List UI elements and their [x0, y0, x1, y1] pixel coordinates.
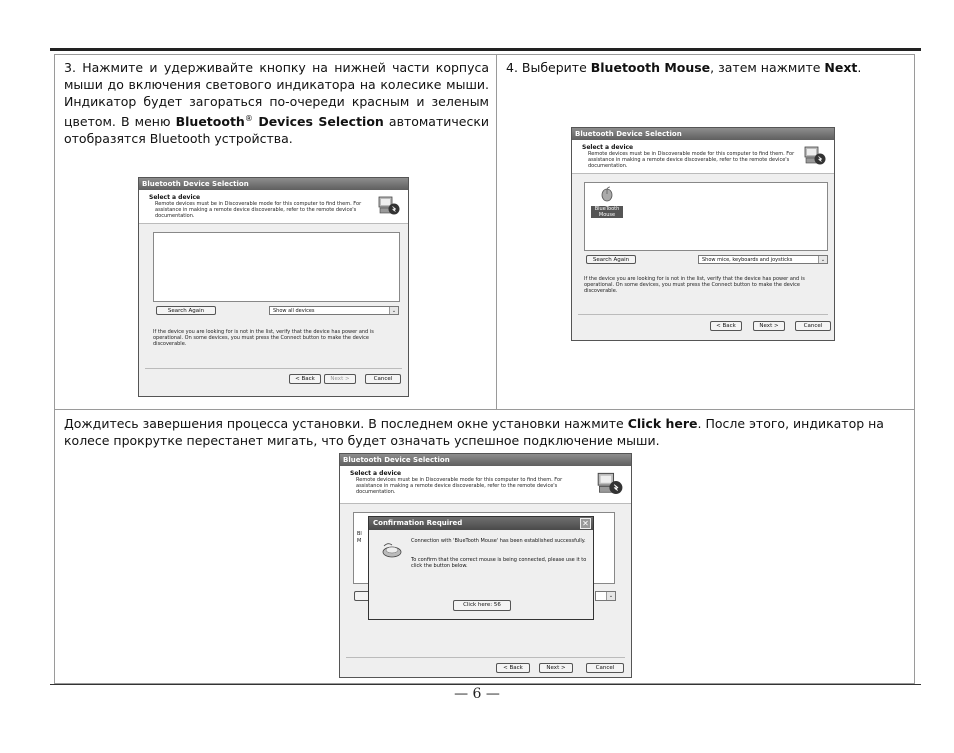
header-title: Select a device	[582, 144, 634, 151]
top-rule	[50, 48, 921, 51]
finish-text-part: Дождитесь завершения процесса установки. В последнем окне установки нажмите	[64, 416, 628, 431]
dialog-title: Bluetooth Device Selection	[340, 454, 631, 466]
device-filter-value: Show all devices	[273, 308, 315, 314]
close-icon[interactable]: ✕	[580, 518, 591, 529]
device-list[interactable]	[584, 182, 828, 251]
step-3-text	[64, 59, 489, 147]
finish-text-end: . После этого, индикатор на колесе прокрутке перестанет мигать, что будет означать успешное подключение мыши.	[64, 416, 884, 448]
page-number: — 6 —	[454, 686, 500, 702]
registered-mark: ®	[244, 114, 253, 123]
confirmation-dialog	[368, 516, 594, 620]
search-again-button[interactable]: Search Again	[156, 306, 216, 315]
footer-divider	[578, 314, 828, 315]
device-label-partial-line-1: Bl	[357, 531, 362, 537]
confirmation-title: Confirmation Required	[369, 517, 593, 530]
next-button[interactable]: Next >	[324, 374, 356, 384]
search-again-button[interactable]: Search Again	[586, 255, 636, 264]
cancel-button[interactable]: Cancel	[586, 663, 624, 673]
dialog-title: Bluetooth Device Selection	[139, 178, 408, 190]
chevron-down-icon: ⌄	[389, 307, 398, 314]
bluetooth-mouse-item[interactable]	[591, 186, 623, 218]
next-button[interactable]: Next >	[753, 321, 785, 331]
step-3-text-end: автоматически отобразятся Bluetooth устройства.	[64, 114, 489, 147]
device-list[interactable]	[153, 232, 400, 302]
click-here-word: Click here	[627, 416, 698, 431]
next-word: Next	[824, 60, 858, 75]
header-text: Remote devices must be in Discoverable mode for this computer to find them. For assistance in making a remote device discoverable, refer to the remote device's documentation.	[588, 151, 795, 169]
device-label-partial-line-2: M	[357, 538, 362, 544]
confirmation-message-2: To confirm that the correct mouse is being connected, please use it to click the button below.	[411, 557, 587, 569]
bluetooth-mouse-name: Bluetooth Mouse	[590, 60, 711, 75]
dialog-header	[340, 466, 631, 504]
header-text: Remote devices must be in Discoverable mode for this computer to find them. For assistance in making a remote device discoverable, refer to the remote device's documentation.	[155, 201, 362, 219]
bluetooth-device-selection-dialog	[571, 127, 835, 341]
back-button[interactable]: < Back	[496, 663, 530, 673]
device-filter-select[interactable]	[269, 306, 399, 315]
header-title: Select a device	[350, 470, 402, 477]
footer-divider	[346, 657, 625, 658]
bluetooth-device-selection-dialog	[339, 453, 632, 678]
dialog-title: Bluetooth Device Selection	[572, 128, 834, 140]
mouse-icon	[599, 186, 615, 202]
dialog-header	[572, 140, 834, 174]
confirmation-message-1: Connection with 'BlueTooth Mouse' has been established successfully.	[411, 538, 586, 544]
bluetooth-computer-icon	[597, 471, 623, 497]
click-here-button[interactable]: Click here: 56	[453, 600, 511, 611]
devices-selection-menu-name: Devices Selection	[252, 114, 384, 130]
finish-text	[64, 415, 904, 449]
finish-cell	[54, 409, 915, 684]
mouse-connection-icon	[381, 541, 403, 559]
cancel-button[interactable]: Cancel	[365, 374, 401, 384]
step-3-text-part: 3. Нажмите и удерживайте кнопку на нижней части корпуса мыши до включения светового индикатора на колесике мыши. Индикатор будет загораться по-очереди красным и зеленым цветом. В меню	[64, 60, 489, 130]
device-filter-select[interactable]	[698, 255, 828, 264]
info-text: If the device you are looking for is not in the list, verify that the device has power and is operational. On some devices, you must press the Connect button to make the device discoverable.	[153, 329, 374, 347]
step-4-text-part: 4. Выберите	[506, 60, 591, 75]
dialog-header	[139, 190, 408, 224]
chevron-down-icon: ⌄	[606, 592, 615, 600]
device-label-partial	[357, 531, 362, 545]
bluetooth-brand: Bluetooth	[175, 114, 245, 130]
step-3-cell	[54, 54, 497, 410]
step-4-text-end: .	[857, 60, 862, 75]
device-filter-value: Show mice, keyboards and joysticks	[702, 257, 793, 263]
device-filter-select[interactable]	[595, 591, 616, 601]
bluetooth-computer-icon	[378, 195, 400, 217]
footer-divider	[145, 368, 402, 369]
device-label: BlueTooth Mouse	[591, 206, 623, 218]
next-button[interactable]: Next >	[539, 663, 573, 673]
header-title: Select a device	[149, 194, 201, 201]
header-text: Remote devices must be in Discoverable mode for this computer to find them. For assistance in making a remote device discoverable, refer to the remote device's documentation.	[356, 477, 563, 495]
bluetooth-device-selection-dialog	[138, 177, 409, 397]
bluetooth-computer-icon	[804, 145, 826, 167]
back-button[interactable]: < Back	[289, 374, 321, 384]
step-4-cell	[496, 54, 915, 410]
step-4-text-middle: , затем нажмите	[710, 60, 825, 75]
step-4-text	[506, 59, 906, 76]
info-text: If the device you are looking for is not in the list, verify that the device has power and is operational. On some devices, you must press the Connect button to make the device discoverable.	[584, 276, 805, 294]
bottom-rule	[50, 684, 921, 685]
cancel-button[interactable]: Cancel	[795, 321, 831, 331]
chevron-down-icon: ⌄	[818, 256, 827, 263]
back-button[interactable]: < Back	[710, 321, 742, 331]
